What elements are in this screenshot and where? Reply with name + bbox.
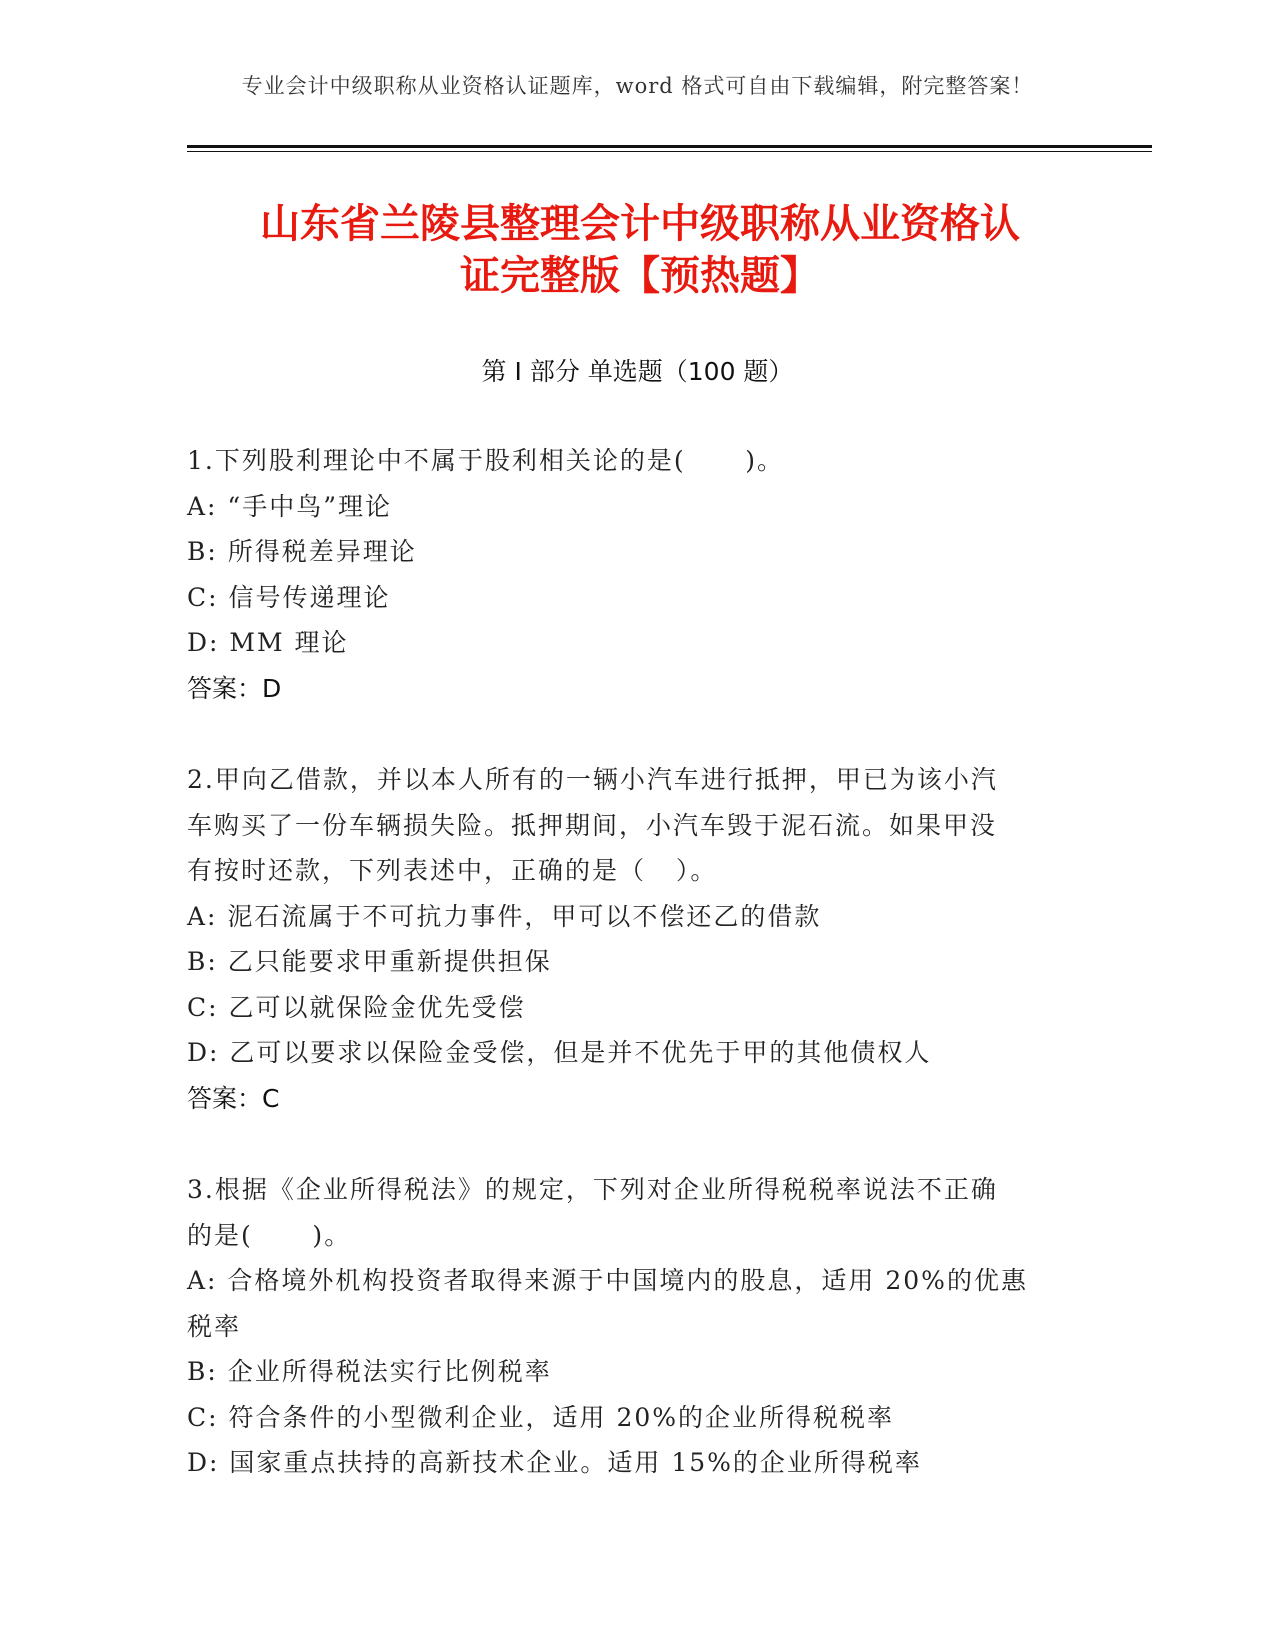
question-stem-line: 2.甲向乙借款，并以本人所有的一辆小汽车进行抵押，甲已为该小汽 xyxy=(187,765,998,794)
option-d: D: 乙可以要求以保险金受偿，但是并不优先于甲的其他债权人 xyxy=(187,1038,932,1067)
header-divider-thin xyxy=(187,151,1152,152)
document-title-line-2: 证完整版【预热题】 xyxy=(460,253,820,299)
question-1 xyxy=(187,438,1067,711)
question-stem-line: 车购买了一份车辆损失险。抵押期间，小汽车毁于泥石流。如果甲没 xyxy=(187,810,998,840)
document-title-line-1: 山东省兰陵县整理会计中级职称从业资格认 xyxy=(260,201,1020,247)
option-a: A: 泥石流属于不可抗力事件，甲可以不偿还乙的借款 xyxy=(187,901,822,931)
option-d: D: MM 理论 xyxy=(187,628,349,657)
option-a: A: 合格境外机构投资者取得来源于中国境内的股息，适用 20%的优惠 xyxy=(187,1266,1028,1295)
option-b: B: 所得税差异理论 xyxy=(187,537,417,566)
header-divider-thick xyxy=(187,145,1152,148)
question-2 xyxy=(187,757,1067,1121)
option-c: C: 信号传递理论 xyxy=(187,582,391,612)
option-b: B: 乙只能要求甲重新提供担保 xyxy=(187,947,552,976)
answer-label: 答案：D xyxy=(187,673,282,703)
option-a: A: “手中鸟”理论 xyxy=(187,491,392,521)
page-header: 专业会计中级职称从业资格认证题库，word 格式可自由下载编辑，附完整答案！ xyxy=(241,74,1034,98)
question-stem-line: 的是( )。 xyxy=(187,1220,352,1250)
option-d: D: 国家重点扶持的高新技术企业。适用 15%的企业所得税率 xyxy=(187,1448,922,1477)
option-c: C: 符合条件的小型微利企业，适用 20%的企业所得税税率 xyxy=(187,1402,895,1432)
question-list xyxy=(187,438,1067,1532)
question-stem-line: 3.根据《企业所得税法》的规定，下列对企业所得税税率说法不正确 xyxy=(187,1175,998,1204)
option-c: C: 乙可以就保险金优先受偿 xyxy=(187,992,526,1022)
question-3 xyxy=(187,1167,1067,1486)
question-stem-line: 1.下列股利理论中不属于股利相关论的是( )。 xyxy=(187,446,785,475)
section-heading: 第 I 部分 单选题（100 题） xyxy=(481,357,794,386)
document-title xyxy=(190,198,1090,302)
answer-label: 答案：C xyxy=(187,1083,280,1113)
option-a-continued: 税率 xyxy=(187,1311,242,1341)
option-b: B: 企业所得税法实行比例税率 xyxy=(187,1357,552,1386)
question-stem-line: 有按时还款，下列表述中，正确的是（ ）。 xyxy=(187,856,718,885)
